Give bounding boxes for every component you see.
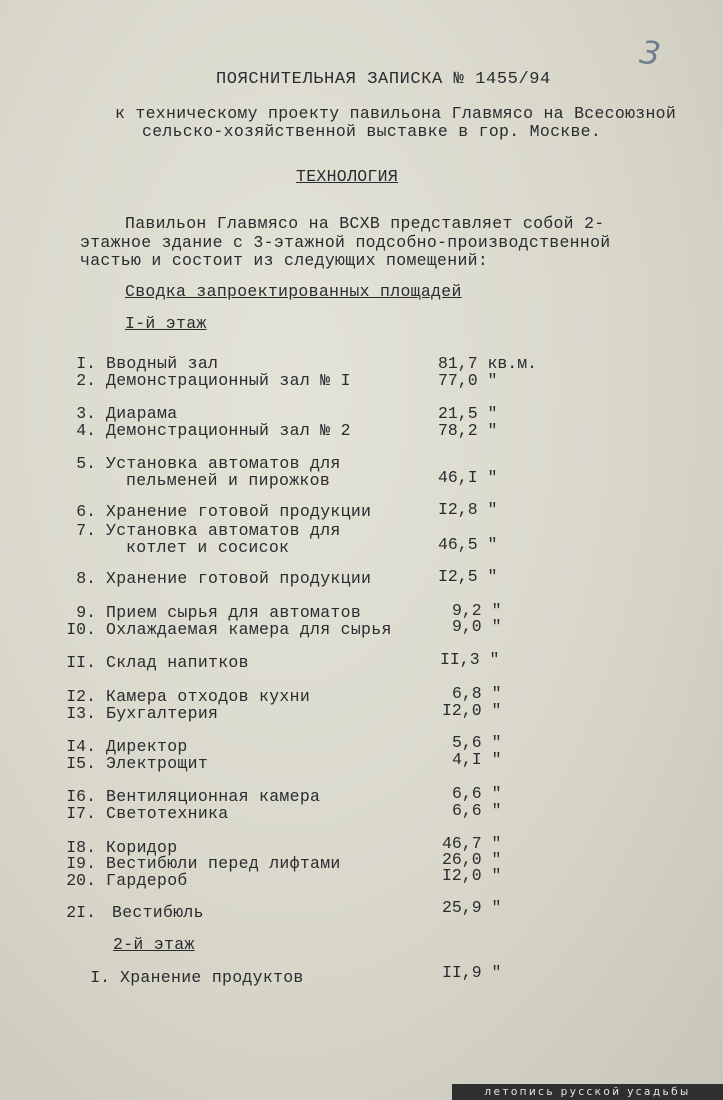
room-area: I2,0 "	[442, 866, 502, 885]
room-area: 46,I "	[438, 468, 498, 487]
room-number: 3.	[76, 404, 96, 423]
room-name: Прием сырья для автоматов	[106, 603, 362, 622]
room-area: 6,8 "	[452, 684, 502, 703]
room-name: Камера отходов кухни	[106, 687, 311, 706]
room-name: Демонстрационный зал № 2	[106, 421, 351, 440]
room-area: 81,7 кв.м.	[438, 354, 538, 373]
room-name: Хранение готовой продукции	[106, 502, 372, 521]
room-name: Коридор	[106, 838, 178, 857]
room-name: Бухгалтерия	[106, 704, 219, 723]
room-area: 25,9 "	[442, 898, 502, 917]
document-title: ПОЯСНИТЕЛЬНАЯ ЗАПИСКА № 1455/94	[216, 70, 551, 89]
room-area: 9,0 "	[452, 617, 502, 636]
intro-line3: частью и состоит из следующих помещений:	[80, 251, 489, 270]
room-name: Хранение готовой продукции	[106, 569, 372, 588]
room-number: I.	[76, 354, 96, 373]
room-area: 6,6 "	[452, 801, 502, 820]
room-number: 20.	[66, 871, 96, 890]
room-number: 7.	[76, 521, 96, 540]
room-name: Охлаждаемая камера для сырья	[106, 620, 392, 639]
room-number: II.	[66, 653, 96, 672]
room-area: 78,2 "	[438, 421, 498, 440]
document-subtitle-line2: сельско-хозяйственной выставке в гор. Москве.	[142, 122, 602, 141]
room-area: 6,6 "	[452, 784, 502, 803]
room-name: Демонстрационный зал № I	[106, 371, 351, 390]
section-title: ТЕХНОЛОГИЯ	[296, 167, 399, 186]
room-number: 9.	[76, 603, 96, 622]
room-area: II,3 "	[440, 650, 500, 669]
room-name: Гардероб	[106, 871, 188, 890]
room-number: 6.	[76, 502, 96, 521]
room-number: I8.	[66, 838, 96, 857]
watermark-banner: летопись русской усадьбы	[452, 1084, 723, 1100]
room-name: Склад напитков	[106, 653, 249, 672]
room-name: Вестибюль	[112, 903, 204, 922]
room-name: Вводный зал	[106, 354, 219, 373]
room-name: Вентиляционная камера	[106, 787, 321, 806]
room-area: 77,0 "	[438, 371, 498, 390]
room-number: I3.	[66, 704, 96, 723]
floor-2-title: 2-й этаж	[113, 935, 195, 954]
room-name: Вестибюли перед лифтами	[106, 854, 341, 873]
room-number: 2.	[76, 371, 96, 390]
room-number: I6.	[66, 787, 96, 806]
room-name: Электрощит	[106, 754, 209, 773]
room-number: I.	[90, 968, 110, 987]
room-name-continued: котлет и сосисок	[126, 538, 290, 557]
room-area: I2,8 "	[438, 500, 498, 519]
document-subtitle-line1: к техническому проекту павильона Главмясо на Всесоюзной	[115, 104, 677, 123]
room-area: 26,0 "	[442, 850, 502, 869]
room-number: I0.	[66, 620, 96, 639]
room-number: 4.	[76, 421, 96, 440]
room-number: 8.	[76, 569, 96, 588]
room-name: Установка автоматов для	[106, 454, 341, 473]
room-number: 5.	[76, 454, 96, 473]
intro-line2: этажное здание с 3-этажной подсобно-производственной	[80, 233, 611, 252]
room-name: Диарама	[106, 404, 178, 423]
room-number: I7.	[66, 804, 96, 823]
room-area: 9,2 "	[452, 601, 502, 620]
room-area: I2,5 "	[438, 567, 498, 586]
room-number: I2.	[66, 687, 96, 706]
room-name: Установка автоматов для	[106, 521, 341, 540]
room-area: 21,5 "	[438, 404, 498, 423]
room-area: I2,0 "	[442, 701, 502, 720]
room-number: I9.	[66, 854, 96, 873]
room-area: 5,6 "	[452, 733, 502, 752]
room-number: 2I.	[66, 903, 96, 922]
room-name: Директор	[106, 737, 188, 756]
floor-1-title: I-й этаж	[125, 314, 207, 333]
room-name-continued: пельменей и пирожков	[126, 471, 331, 490]
summary-title: Сводка запроектированных площадей	[125, 282, 462, 301]
room-name: Светотехника	[106, 804, 229, 823]
room-area: 46,7 "	[442, 834, 502, 853]
room-number: I5.	[66, 754, 96, 773]
intro-line1: Павильон Главмясо на ВСХВ представляет собой 2-	[125, 214, 605, 233]
room-area: 46,5 "	[438, 535, 498, 554]
room-area: 4,I "	[452, 750, 502, 769]
room-number: I4.	[66, 737, 96, 756]
room-area: II,9 "	[442, 963, 502, 982]
room-name: Хранение продуктов	[120, 968, 304, 987]
handwritten-page-number: 3	[637, 32, 663, 74]
